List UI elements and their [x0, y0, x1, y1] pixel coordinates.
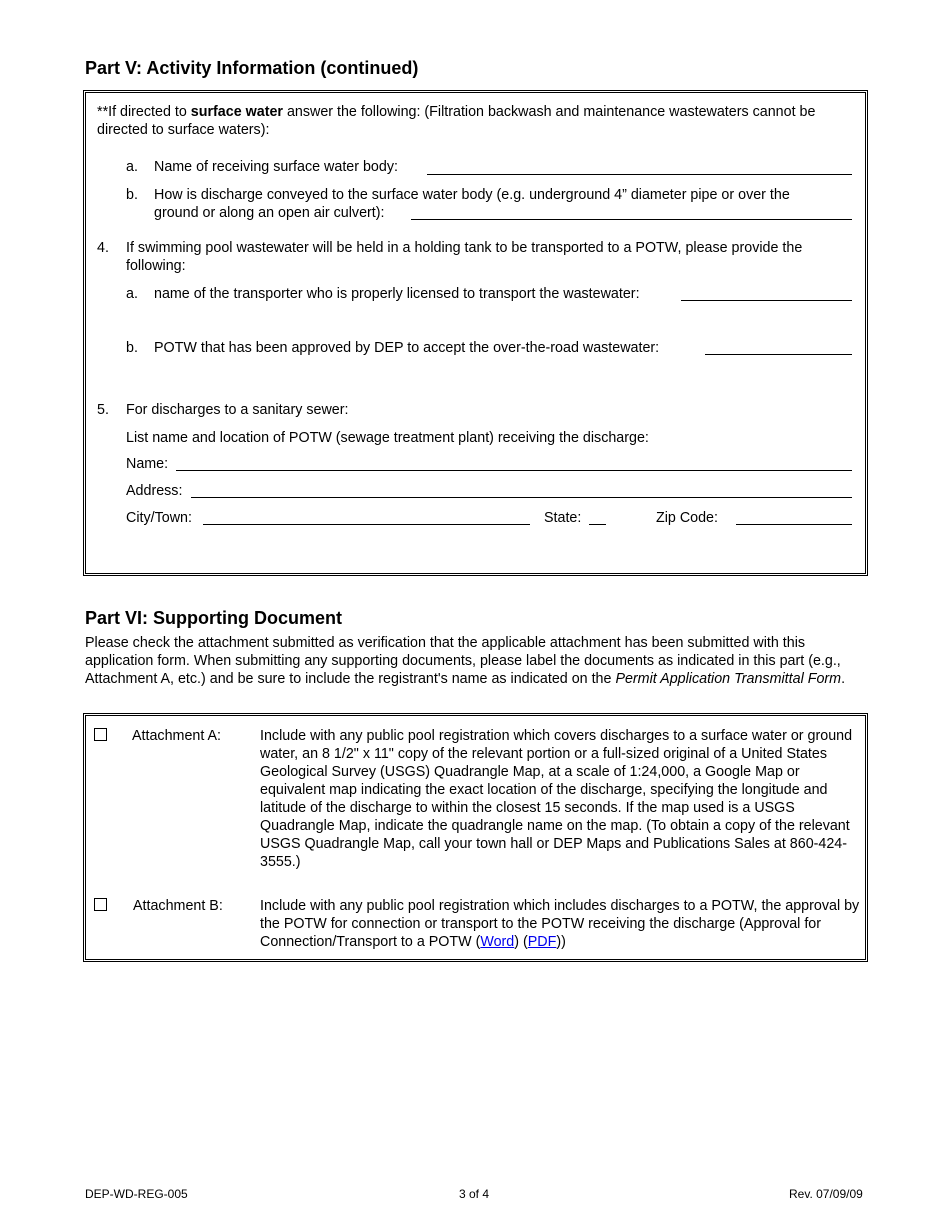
- conveyance-label-line1: How is discharge conveyed to the surface water body (e.g. underground 4” diameter pipe or over the: [154, 187, 790, 203]
- transporter-label: name of the transporter who is properly licensed to transport the wastewater:: [154, 286, 640, 302]
- address-label: Address:: [126, 483, 183, 499]
- q4b-marker: b.: [126, 340, 138, 356]
- conveyance-field[interactable]: [411, 219, 852, 220]
- item-a-marker: a.: [126, 159, 138, 175]
- part5-heading: Part V: Activity Information (continued): [85, 58, 419, 78]
- part6-intro-text: Please check the attachment submitted as verification that the applicable attachment has been submitted with this application form. When submitting any supporting documents, please label the documents as indicated in this part (e.g., Attachment A, etc.) and be sure to include the registrant's name as indicated on the: [85, 635, 841, 687]
- intro-bold: surface water: [190, 104, 283, 120]
- name-label: Name:: [126, 456, 169, 472]
- zip-label: Zip Code:: [656, 510, 718, 526]
- part6-intro: [85, 634, 867, 688]
- attachment-b-label: Attachment B:: [133, 898, 223, 914]
- state-field[interactable]: [589, 524, 606, 525]
- potw-approved-field[interactable]: [705, 354, 852, 355]
- q5-list-text: List name and location of POTW (sewage treatment plant) receiving the discharge:: [126, 430, 649, 446]
- zip-field[interactable]: [736, 524, 852, 525]
- q5-text: For discharges to a sanitary sewer:: [126, 402, 349, 418]
- receiving-water-label: Name of receiving surface water body:: [154, 159, 398, 175]
- q4-marker: 4.: [97, 240, 109, 256]
- attachment-b-mid: ) (: [514, 934, 528, 950]
- state-label: State:: [544, 510, 582, 526]
- potw-approved-label: POTW that has been approved by DEP to accept the over-the-road wastewater:: [154, 340, 660, 356]
- attachment-b-text: [260, 897, 860, 951]
- city-field[interactable]: [203, 524, 530, 525]
- transporter-field[interactable]: [681, 300, 852, 301]
- word-link[interactable]: Word: [480, 934, 515, 950]
- pdf-link[interactable]: PDF: [527, 934, 557, 950]
- footer-form-id: DEP-WD-REG-005: [85, 1187, 188, 1201]
- footer-revision: Rev. 07/09/09: [789, 1187, 863, 1201]
- item-b-marker: b.: [126, 187, 138, 203]
- receiving-water-field[interactable]: [427, 174, 852, 175]
- name-field[interactable]: [176, 470, 852, 471]
- part6-heading: Part VI: Supporting Document: [85, 608, 343, 628]
- q5-marker: 5.: [97, 402, 109, 418]
- part6-intro-italic: Permit Application Transmittal Form: [615, 671, 842, 687]
- conveyance-label-line2: ground or along an open air culvert):: [154, 205, 385, 221]
- address-field[interactable]: [191, 497, 852, 498]
- attachment-a-checkbox[interactable]: [94, 728, 107, 741]
- intro-prefix: **If directed to: [97, 104, 191, 120]
- part6-intro-end: .: [841, 671, 846, 687]
- city-label: City/Town:: [126, 510, 192, 526]
- surface-water-intro: [97, 103, 857, 139]
- intro-suffix: answer the following: (Filtration backwash and maintenance wastewaters cannot be directed to surface waters):: [97, 104, 816, 138]
- attachment-a-text: Include with any public pool registration which covers discharges to a surface water or ground water, an 8 1/2" x 11" copy of the relevant portion or a full-sized original of a United States Geological Survey (USGS) Quadrangle Map, at a scale of 1:24,000, a Google Map or equivalent map indicating the exact location of the discharge, specifying the longitude and latitude of the discharge to within the closest 15 seconds. If the map used is a USGS Quadrangle Map, indicate the quadrangle name on the map. (To obtain a copy of the relevant USGS Quadrangle Map, call your town hall or DEP Maps and Publications Sales at 860-424-3555.): [260, 728, 853, 870]
- attachment-b-body: Include with any public pool registration which includes discharges to a POTW, the approval by the POTW for connection or transport to the POTW receiving the discharge (Approval for Connection/Transport to a POTW (: [260, 898, 860, 950]
- q4a-marker: a.: [126, 286, 138, 302]
- attachment-a-label: Attachment A:: [132, 728, 222, 744]
- attachment-b-checkbox[interactable]: [94, 898, 107, 911]
- footer-page-number: 3 of 4: [459, 1187, 490, 1201]
- attachment-b-end: )): [556, 934, 566, 950]
- q4-text: If swimming pool wastewater will be held in a holding tank to be transported to a POTW, please provide the following:: [126, 240, 803, 274]
